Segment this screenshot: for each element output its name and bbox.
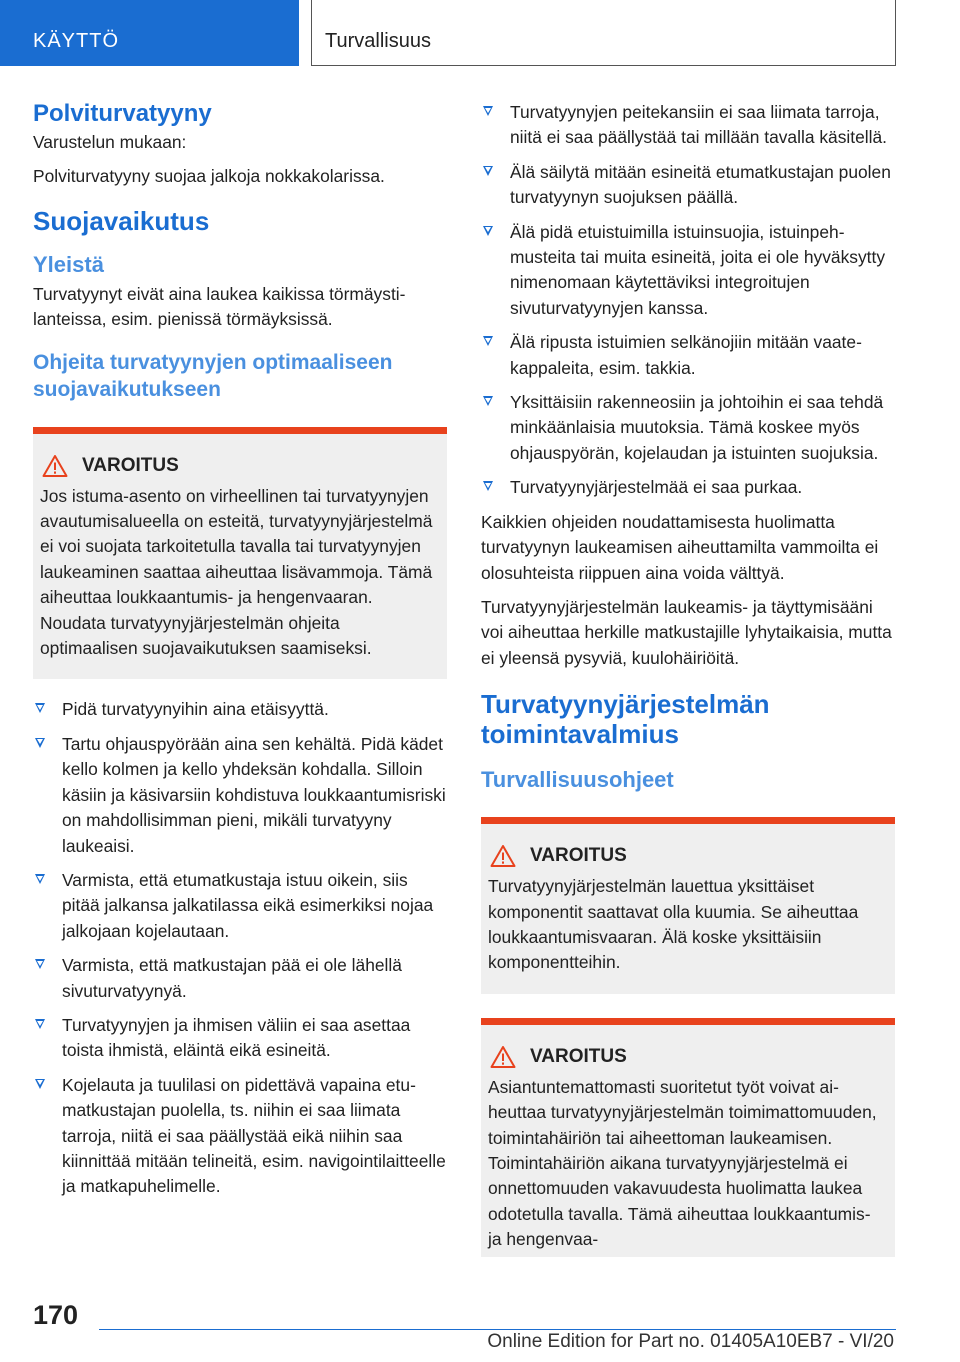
right-bullet-list bbox=[481, 100, 895, 501]
section-tab bbox=[311, 0, 896, 66]
knee-airbag-title: Polviturvatyyny bbox=[33, 100, 212, 127]
chapter-label: KÄYTTÖ bbox=[33, 30, 120, 52]
bullet-triangle-icon bbox=[483, 226, 493, 236]
list-item: Varmista, että etumatkustaja istuu oikein, siis pitää jalkansa jalkatilassa eikä esimerkiksi nojaa jalkojaan kojelautaan. bbox=[33, 868, 447, 944]
knee-airbag-text: Polviturvatyyny suojaa jalkoja nokkakolarissa. bbox=[33, 166, 385, 187]
list-item: Kojelauta ja tuulilasi on pidettävä vapaina etumatkustajan puolella, ts. niihin ei saa liimata tarroja, niitä ei saa päällystää eikä niihin saa kiinnittää mitään telineitä, esim. navigointilaitteelle ja matkapuhelimelle. bbox=[33, 1073, 447, 1200]
bullet-triangle-icon bbox=[35, 1019, 45, 1029]
left-bullet-list bbox=[33, 697, 447, 1199]
warning-text: Jos istuma-asento on virheellinen tai turvatyynyjen avautumisalueella on esteitä, turvatyynyjärjestelmä ei voi suojata tarkoitetulla tavalla tai turvatyynyjen laukeaminen saattaa aiheuttaa lisävammoja. Tämä aiheuttaa loukkaantumis- ja hengenvaaran. Noudata turvatyynyjärjestelmän ohjeita optimaalisen suojavaikutuksen saamiseksi. bbox=[40, 485, 433, 659]
warning-triangle-icon bbox=[490, 844, 516, 868]
warning-box bbox=[481, 817, 895, 994]
bullet-triangle-icon bbox=[483, 396, 493, 406]
list-item: Yksittäisiin rakenneosiin ja johtoihin ei saa tehdä minkäänlaisia muutoksia. Tämä koskee myös ohjauspyörän, kojelaudan ja istuinten suojuksia. bbox=[481, 390, 895, 466]
warning-header bbox=[488, 1045, 888, 1069]
noise-note: Turvatyynyjärjestelmän laukeamis- ja täyttymisääni voi aiheuttaa herkille matkustajille lyhytaikaisia, mutta ei yleensä pysyviä, kuulohäiriöitä. bbox=[481, 596, 892, 668]
list-item: Turvatyynyjen peitekansiin ei saa liimata tarroja, niitä ei saa päällystää tai millään tavalla käsitellä. bbox=[481, 100, 895, 151]
bullet-triangle-icon bbox=[35, 738, 45, 748]
bullet-triangle-icon bbox=[35, 703, 45, 713]
list-item: Turvatyynyjärjestelmää ei saa purkaa. bbox=[481, 475, 895, 500]
optimal-protection-title: Ohjeita turvatyynyjen optimaaliseen suojavaikutukseen bbox=[33, 350, 393, 401]
page-number: 170 bbox=[33, 1300, 79, 1330]
list-item: Tartu ohjauspyörään aina sen kehältä. Pidä kädet kello kolmen ja kello yhdeksän kohdalla. Silloin käsiin ja käsivarsiin kohdistuva loukkaantumisriski on mahdollisimman pieni, mikäli turvatyyny laukeaisi. bbox=[33, 732, 447, 859]
warning-box bbox=[481, 1018, 895, 1257]
chapter-tab bbox=[0, 0, 299, 66]
bullet-triangle-icon bbox=[35, 1079, 45, 1089]
warning-header bbox=[488, 844, 888, 868]
edition-footer: Online Edition for Part no. 01405A10EB7 - VI/20 bbox=[487, 1331, 894, 1352]
warning-label: VAROITUS bbox=[530, 845, 627, 867]
safety-instructions-title: Turvallisuusohjeet bbox=[481, 767, 674, 793]
general-title: Yleistä bbox=[33, 251, 104, 277]
warning-label: VAROITUS bbox=[82, 454, 179, 476]
bullet-triangle-icon bbox=[483, 481, 493, 491]
warning-header bbox=[40, 454, 440, 478]
bullet-triangle-icon bbox=[483, 106, 493, 116]
right-column bbox=[481, 100, 895, 1257]
list-item: Älä pidä etuistuimilla istuinsuojia, istuinpehmusteita tai muita esineitä, joita ei ole hyväksytty nimenomaan käytettäviksi integroitujen sivuturvatyynyjen kanssa. bbox=[481, 220, 895, 322]
warning-text: Asiantuntemattomasti suoritetut työt voivat aiheuttaa turvatyynyjärjestelmän toimimattomuuden, toimintahäiriön tai aiheettoman laukeamisen. Toimintahäiriön aikana turvatyynyjärjestelmä ei onnettomuuden vakavuudesta huolimatta laukea odotetulla tavalla. Tämä aiheuttaa loukkaantumis- ja hengenvaa- bbox=[488, 1076, 877, 1250]
bullet-triangle-icon bbox=[483, 336, 493, 346]
readiness-title: Turvatyynyjärjestelmän toimintavalmius bbox=[481, 689, 770, 750]
warning-triangle-icon bbox=[490, 1045, 516, 1069]
bullet-triangle-icon bbox=[483, 166, 493, 176]
warning-triangle-icon bbox=[42, 454, 68, 478]
list-item: Älä ripusta istuimien selkänojiin mitään vaatekappaleita, esim. takkia. bbox=[481, 330, 895, 381]
section-label: Turvallisuus bbox=[325, 30, 431, 52]
injury-note: Kaikkien ohjeiden noudattamisesta huolimatta turvatyynyn laukeamisen aiheuttamilta vammoilta ei olosuhteista riippuen aina voida välttyä. bbox=[481, 511, 879, 583]
list-item: Älä säilytä mitään esineitä etumatkustajan puolen turvatyynyn suojuksen päällä. bbox=[481, 160, 895, 211]
bullet-triangle-icon bbox=[35, 959, 45, 969]
warning-text: Turvatyynyjärjestelmän lauettua yksittäiset komponentit saattavat olla kuumia. Se aiheuttaa loukkaantumisvaaran. Älä koske yksittäisiin komponentteihin. bbox=[488, 876, 859, 973]
protection-title: Suojavaikutus bbox=[33, 205, 210, 236]
list-item: Pidä turvatyynyihin aina etäisyyttä. bbox=[33, 697, 447, 722]
knee-equipment-note: Varustelun mukaan: bbox=[33, 132, 187, 152]
warning-box bbox=[33, 427, 447, 680]
list-item: Turvatyynyjen ja ihmisen väliin ei saa asettaa toista ihmistä, eläintä eikä esineitä. bbox=[33, 1013, 447, 1064]
footer-divider bbox=[99, 1329, 896, 1330]
list-item: Varmista, että matkustajan pää ei ole lähellä sivuturvatyynyä. bbox=[33, 953, 447, 1004]
warning-label: VAROITUS bbox=[530, 1045, 627, 1067]
general-text: Turvatyynyt eivät aina laukea kaikissa törmäystilanteissa, esim. pienissä törmäyksissä. bbox=[33, 283, 406, 330]
bullet-triangle-icon bbox=[35, 874, 45, 884]
left-column bbox=[33, 100, 447, 1209]
